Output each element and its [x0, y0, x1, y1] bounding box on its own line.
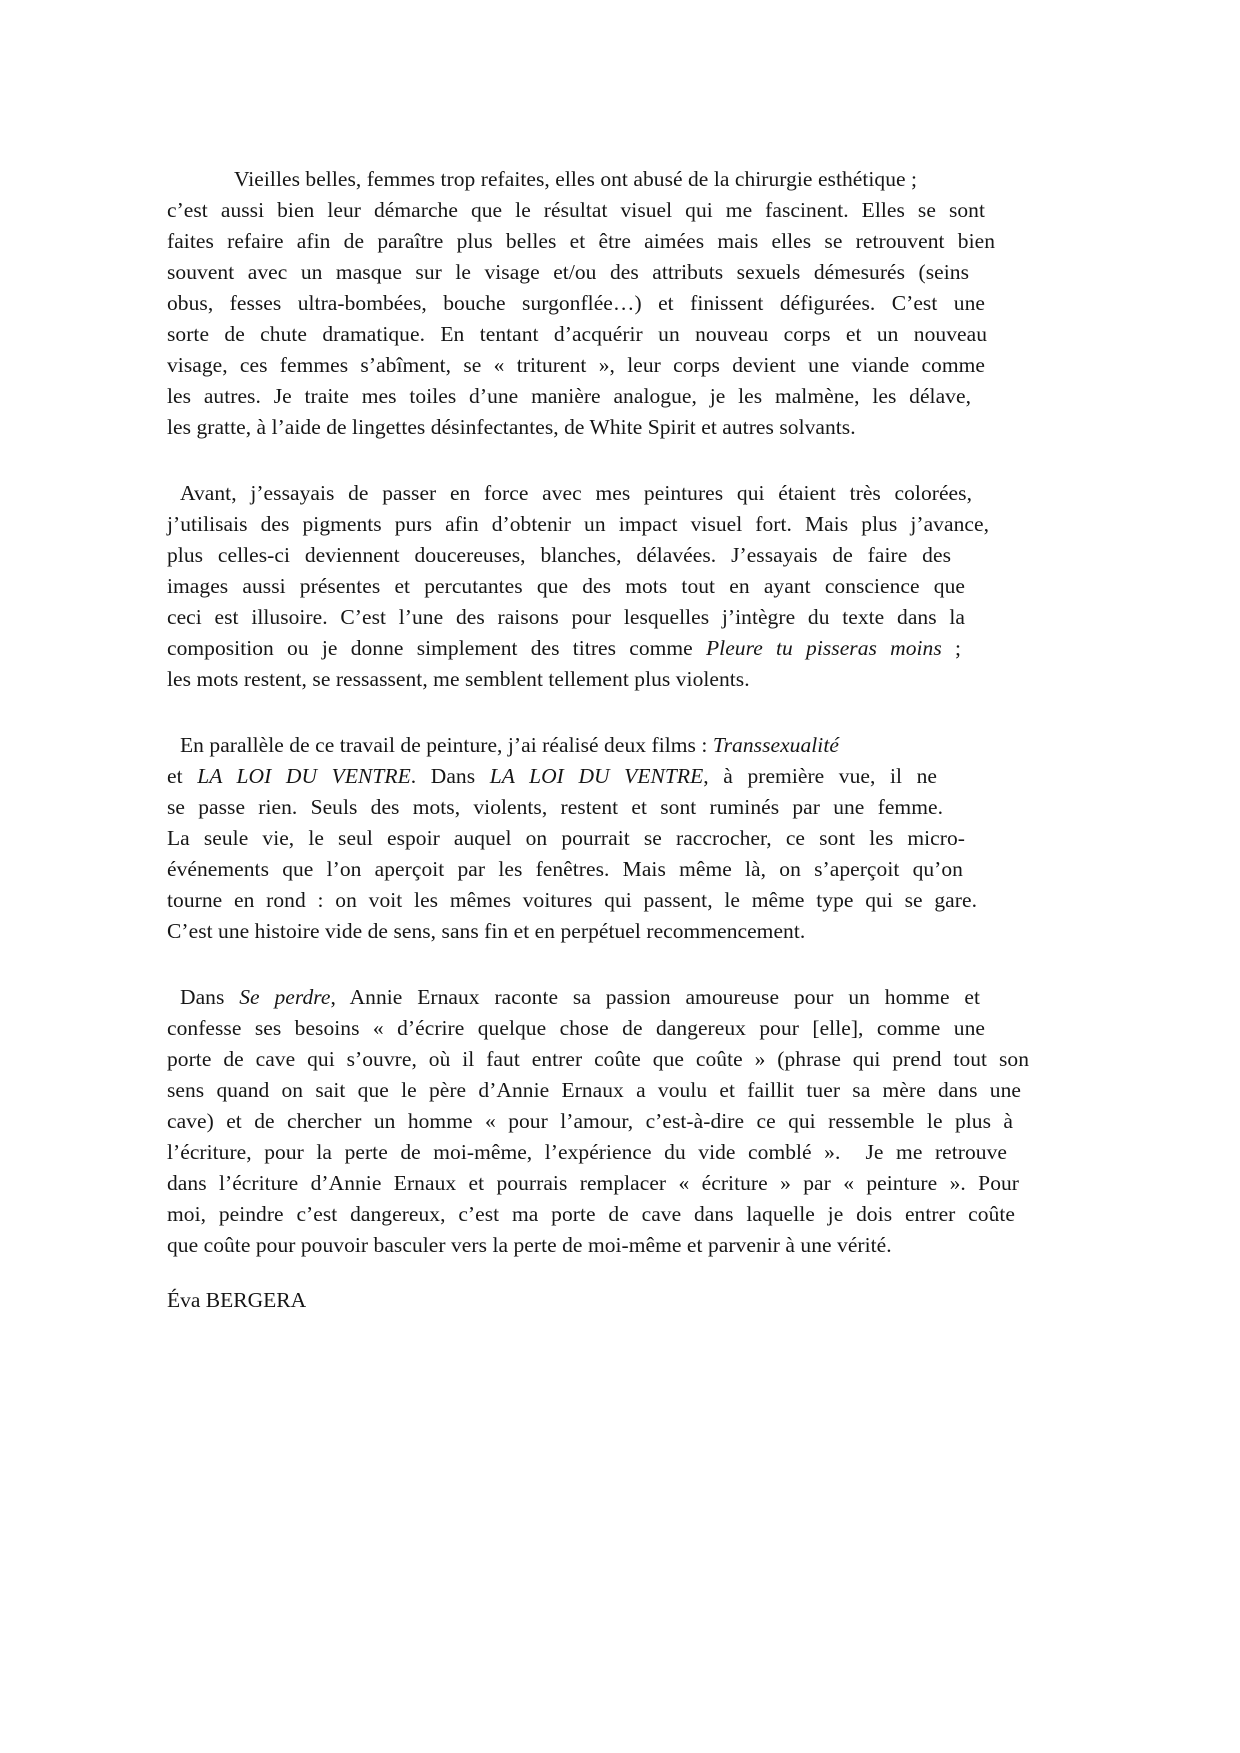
text-line: c’est aussi bien leur démarche que le résultat visuel qui me fascinent. Elles se sont [167, 198, 985, 222]
text-line: En parallèle de ce travail de peinture, j’ai réalisé deux films : Transsexualité [180, 733, 839, 757]
text-line: ceci est illusoire. C’est l’une des raisons pour lesquelles j’intègre du texte dans la [167, 605, 965, 629]
text-line: Dans Se perdre, Annie Ernaux raconte sa passion amoureuse pour un homme et [180, 985, 980, 1009]
text-line: les mots restent, se ressassent, me semblent tellement plus violents. [167, 667, 750, 691]
text-line: que coûte pour pouvoir basculer vers la perte de moi-même et parvenir à une vérité. [167, 1233, 892, 1257]
text-line: composition ou je donne simplement des titres comme Pleure tu pisseras moins ; [167, 636, 961, 660]
text-line: images aussi présentes et percutantes que des mots tout en ayant conscience que [167, 574, 965, 598]
text-line: souvent avec un masque sur le visage et/ou des attributs sexuels démesurés (seins [167, 260, 969, 284]
text-line: les gratte, à l’aide de lingettes désinfectantes, de White Spirit et autres solvants. [167, 415, 856, 439]
text-line: sens quand on sait que le père d’Annie Ernaux a voulu et faillit tuer sa mère dans une [167, 1078, 1021, 1102]
text-line: obus, fesses ultra-bombées, bouche surgonflée…) et finissent défigurées. C’est une [167, 291, 985, 315]
text-line: dans l’écriture d’Annie Ernaux et pourrais remplacer « écriture » par « peinture ». Pour [167, 1171, 1019, 1195]
text-line: faites refaire afin de paraître plus belles et être aimées mais elles se retrouvent bien [167, 229, 995, 253]
text-line: plus celles-ci deviennent doucereuses, blanches, délavées. J’essayais de faire des [167, 543, 951, 567]
text-line: confesse ses besoins « d’écrire quelque chose de dangereux pour [elle], comme une [167, 1016, 985, 1040]
text-line: tourne en rond : on voit les mêmes voitures qui passent, le même type qui se gare. [167, 888, 977, 912]
text-line: j’utilisais des pigments purs afin d’obtenir un impact visuel fort. Mais plus j’avance, [167, 512, 989, 536]
text-line: C’est une histoire vide de sens, sans fin et en perpétuel recommencement. [167, 919, 806, 943]
text-line: La seule vie, le seul espoir auquel on pourrait se raccrocher, ce sont les micro- [167, 826, 965, 850]
text-line: sorte de chute dramatique. En tentant d’acquérir un nouveau corps et un nouveau [167, 322, 987, 346]
text-line: l’écriture, pour la perte de moi-même, l’expérience du vide comblé ». Je me retrouve [167, 1140, 1007, 1164]
text-line: se passe rien. Seuls des mots, violents, restent et sont ruminés par une femme. [167, 795, 943, 819]
text-line: événements que l’on aperçoit par les fenêtres. Mais même là, on s’aperçoit qu’on [167, 857, 963, 881]
text-line: et LA LOI DU VENTRE. Dans LA LOI DU VENTRE, à première vue, il ne [167, 764, 937, 788]
text-line: cave) et de chercher un homme « pour l’amour, c’est-à-dire ce qui ressemble le plus à [167, 1109, 1013, 1133]
text-line: porte de cave qui s’ouvre, où il faut entrer coûte que coûte » (phrase qui prend tout son [167, 1047, 1029, 1071]
film-title: Transsexualité [712, 733, 839, 757]
artwork-title: Pleure tu pisseras moins [705, 636, 942, 660]
film-title: LA LOI DU VENTRE [197, 764, 411, 788]
author-signature: Éva BERGERA [167, 1288, 307, 1312]
book-title: Se perdre [239, 985, 331, 1009]
text-line: Avant, j’essayais de passer en force avec mes peintures qui étaient très colorées, [180, 481, 972, 505]
film-title: LA LOI DU VENTRE [489, 764, 704, 788]
text-line: Vieilles belles, femmes trop refaites, elles ont abusé de la chirurgie esthétique ; [234, 167, 918, 191]
text-line: visage, ces femmes s’abîment, se « triturent », leur corps devient une viande comme [167, 353, 985, 377]
text-line: les autres. Je traite mes toiles d’une manière analogue, je les malmène, les délave, [167, 384, 971, 408]
text-line: moi, peindre c’est dangereux, c’est ma porte de cave dans laquelle je dois entrer coûte [167, 1202, 1015, 1226]
